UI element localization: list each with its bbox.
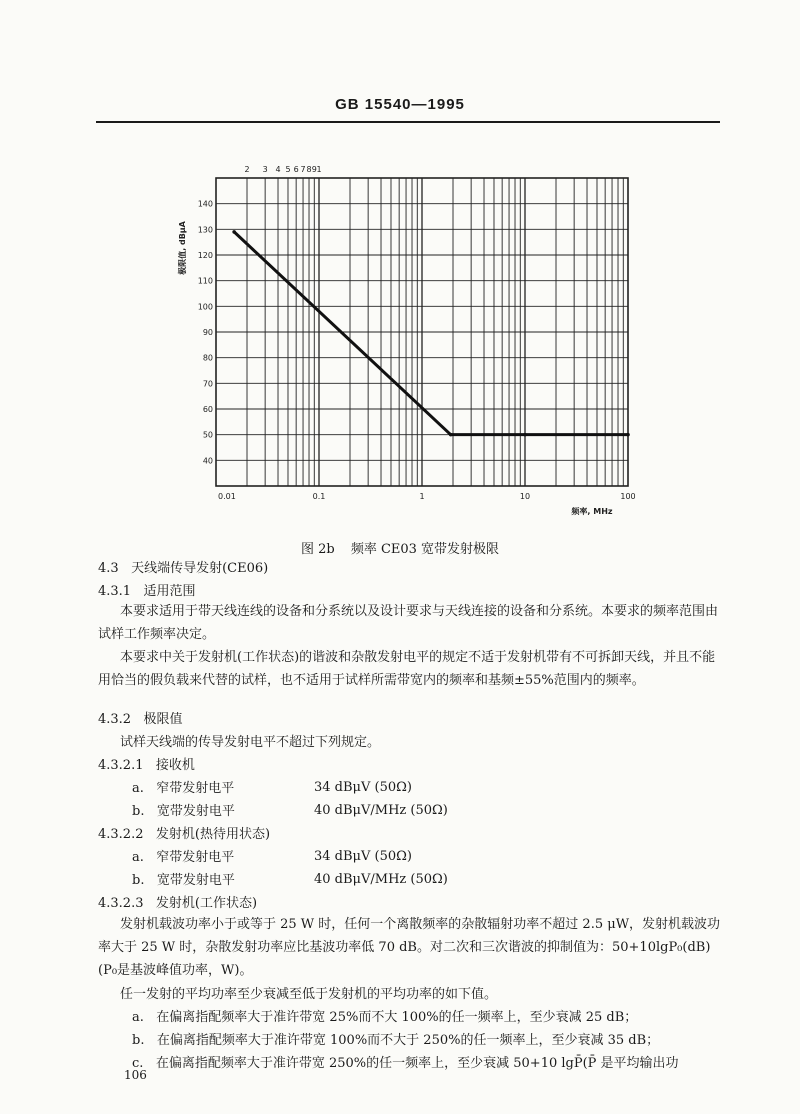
- section-title: 发射机(工作状态): [155, 896, 258, 911]
- y-tick-label: 140: [197, 199, 213, 209]
- paragraph-scope: [98, 600, 726, 646]
- section-number: 4.3.2: [98, 712, 132, 727]
- top-tick-label: 4: [275, 165, 281, 174]
- y-axis-title: 极限值, dBμA: [178, 221, 187, 275]
- top-tick-label: 6: [293, 165, 299, 174]
- section-title: 天线端传导发射(CE06): [131, 561, 269, 576]
- item-label: b.: [132, 873, 145, 888]
- section-title: 适用范围: [143, 584, 196, 599]
- receiver-item-b-value: 40 dBμV/MHz (50Ω): [314, 803, 448, 818]
- x-tick-label: 1: [419, 492, 425, 501]
- y-tick-label: 40: [202, 456, 213, 466]
- paragraph-attenuation-intro: 任一发射的平均功率至少衰减至低于发射机的平均功率的如下值。: [120, 987, 498, 1002]
- section-4-3-2-2-heading: [98, 826, 270, 844]
- section-4-3-2-1-heading: [98, 757, 195, 775]
- section-4-3-1-heading: [98, 583, 196, 601]
- limit-point: [449, 433, 453, 437]
- top-tick-label: 9: [311, 165, 317, 174]
- item-label: a.: [132, 850, 144, 865]
- transmitter-standby-item-a: [132, 849, 234, 867]
- limit-point: [523, 433, 527, 437]
- section-4-3-2-heading: [98, 711, 183, 729]
- item-label: b.: [132, 804, 145, 819]
- item-label: a.: [132, 1010, 144, 1025]
- section-title: 接收机: [155, 758, 195, 773]
- section-number: 4.3: [98, 561, 119, 576]
- y-tick-label: 110: [197, 276, 213, 286]
- limit-line: [234, 232, 628, 435]
- paragraph-exclusion: [98, 646, 726, 692]
- top-tick-label: 8: [306, 165, 312, 174]
- figure-caption: [0, 538, 800, 557]
- item-label: b.: [132, 1033, 145, 1048]
- receiver-item-a-value: 34 dBμV (50Ω): [314, 780, 412, 795]
- y-tick-label: 80: [202, 353, 213, 363]
- y-tick-label: 60: [202, 405, 213, 414]
- section-number: 4.3.2.1: [98, 758, 144, 773]
- transmitter-standby-item-a-value: 34 dBμV (50Ω): [314, 849, 412, 864]
- item-text: 宽带发射电平: [156, 804, 235, 819]
- limit-point: [626, 433, 630, 437]
- x-tick-label: 10: [519, 492, 531, 501]
- figure-title: 频率 CE03 宽带发射极限: [350, 542, 500, 557]
- item-label: a.: [132, 781, 144, 796]
- top-tick-label: 1: [316, 165, 322, 174]
- paragraph-text: 本要求中关于发射机(工作状态)的谐波和杂散发射电平的规定不适于发射机带有不可拆卸天线，并且不能用恰当的假负载来代替的试样，也不适用于试样所需带宽内的频率和基频±55%范围内的频率。: [98, 650, 716, 688]
- section-title: 极限值: [143, 712, 183, 727]
- paragraph-limits-intro: 试样天线端的传导发射电平不超过下列规定。: [120, 735, 381, 750]
- x-axis-title: 频率, MHz: [571, 507, 613, 516]
- top-tick-label: 3: [262, 165, 268, 174]
- item-text: 在偏离指配频率大于准许带宽 25%而不大 100%的任一频率上，至少衰减 25 dB；: [156, 1010, 638, 1025]
- section-number: 4.3.2.2: [98, 827, 144, 842]
- document-header: GB 15540—1995: [335, 96, 465, 113]
- item-label: c.: [132, 1056, 144, 1071]
- item-text: 在偏离指配频率大于准许带宽 100%而不大于 250%的任一频率上，至少衰减 35 dB；: [156, 1033, 660, 1048]
- section-4-3-2-3-heading: [98, 895, 257, 913]
- transmitter-standby-item-b-value: 40 dBμV/MHz (50Ω): [314, 872, 448, 887]
- y-tick-label: 100: [197, 302, 213, 312]
- section-number: 4.3.2.3: [98, 896, 144, 911]
- section-4-3-heading: [98, 560, 268, 578]
- attenuation-item-b: [132, 1032, 659, 1050]
- item-text: 在偏离指配频率大于准许带宽 250%的任一频率上，至少衰减 50+10 lgP̄(P̄ 是平均输出功: [155, 1056, 679, 1071]
- paragraph-text: 本要求适用于带天线连线的设备和分系统以及设计要求与天线连接的设备和分系统。本要求的频率范围由试样工作频率决定。: [98, 604, 719, 642]
- receiver-item-a: [132, 780, 234, 798]
- item-text: 窄带发射电平: [156, 850, 235, 865]
- top-tick-label: 2: [244, 165, 250, 174]
- attenuation-item-a: [132, 1009, 637, 1027]
- y-tick-label: 90: [202, 328, 213, 337]
- top-tick-label: 7: [300, 165, 306, 174]
- attenuation-item-c: [132, 1055, 679, 1073]
- paragraph-text: 发射机载波功率小于或等于 25 W 时，任何一个离散频率的杂散辐射功率不超过 2.5 μW，发射机载波功率大于 25 W 时，杂散发射功率应比基波功率低 70 dB。对二次和三次谐波的抑制值为：50+10lgP₀(dB)(P₀是基波峰值功率，W)。: [98, 917, 721, 978]
- item-text: 宽带发射电平: [156, 873, 235, 888]
- y-tick-label: 50: [202, 430, 213, 440]
- figure-label: 图 2b: [300, 542, 335, 557]
- paragraph-transmitter-operating: [98, 913, 726, 982]
- emission-limit-chart: [0, 0, 800, 540]
- item-text: 窄带发射电平: [156, 781, 235, 796]
- x-tick-label: 0.01: [218, 492, 236, 501]
- y-tick-label: 130: [197, 225, 213, 235]
- section-title: 发射机(热待用状态): [155, 827, 271, 842]
- top-tick-label: 5: [285, 165, 291, 174]
- x-tick-label: 0.1: [312, 492, 326, 501]
- x-tick-label: 100: [620, 492, 636, 501]
- y-tick-label: 120: [197, 251, 213, 260]
- page-number: 106: [124, 1068, 147, 1082]
- limit-point: [232, 230, 236, 234]
- y-tick-label: 70: [202, 379, 213, 389]
- section-number: 4.3.1: [98, 584, 132, 599]
- transmitter-standby-item-b: [132, 872, 235, 890]
- receiver-item-b: [132, 803, 235, 821]
